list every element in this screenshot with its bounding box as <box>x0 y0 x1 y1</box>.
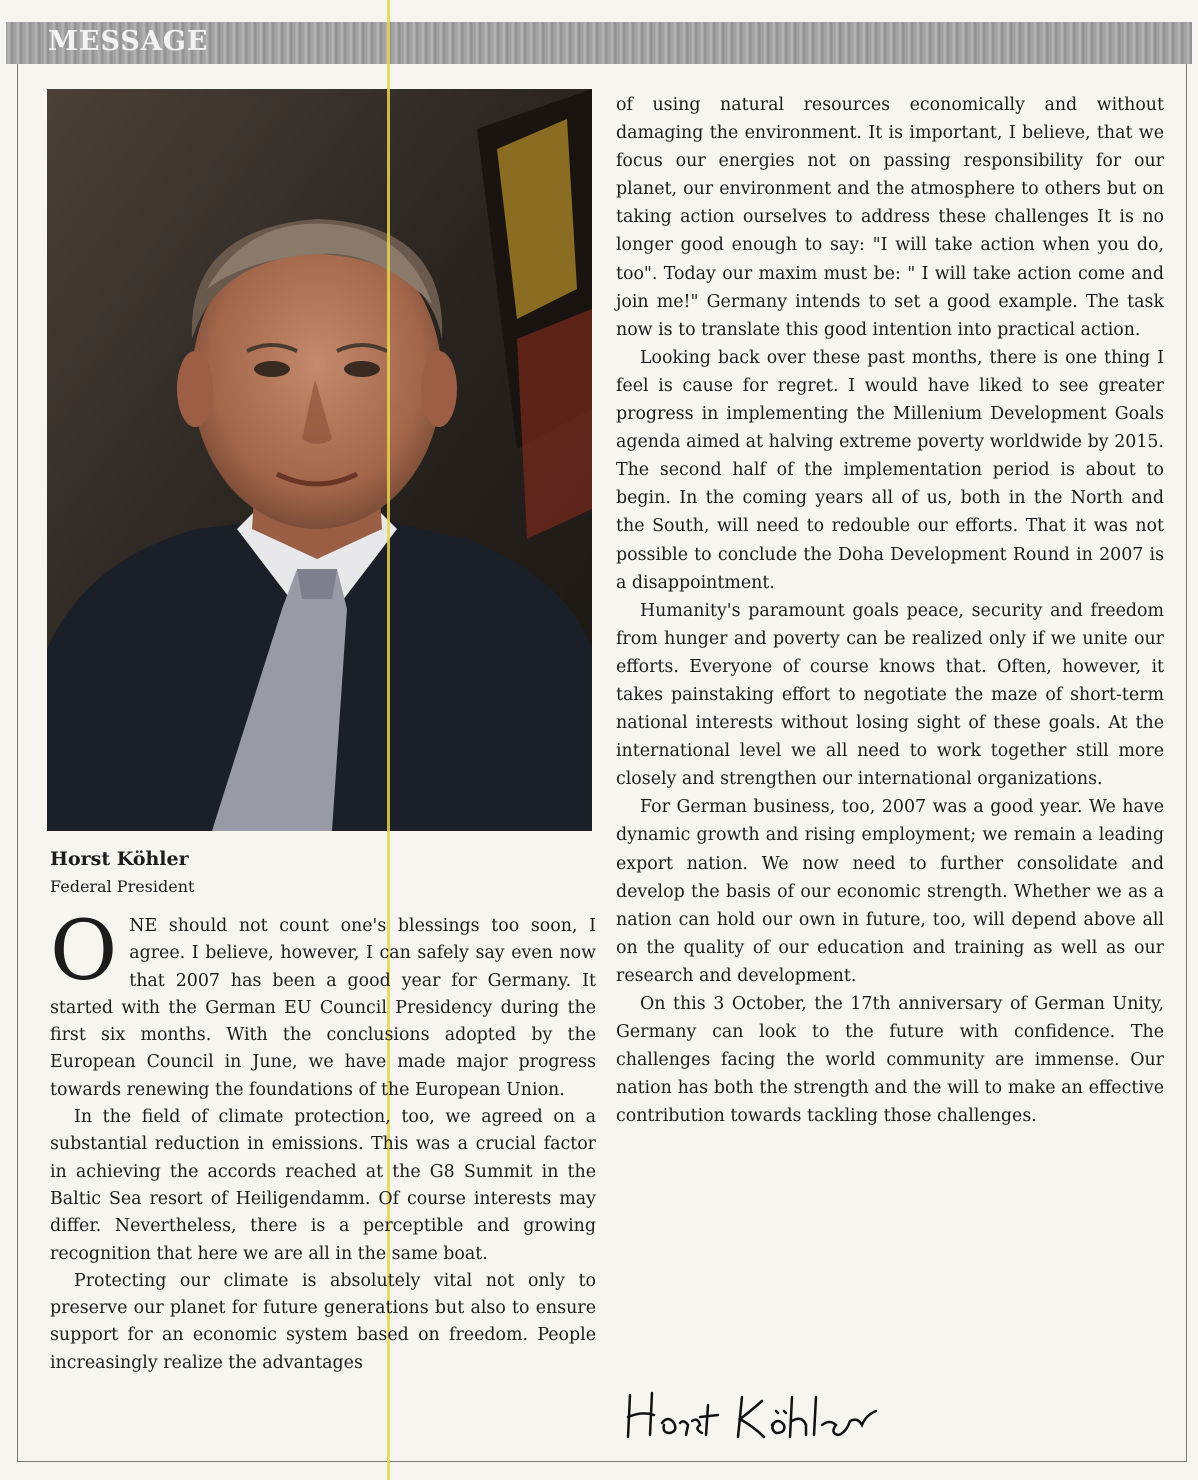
article-paragraph: Protecting our climate is absolutely vital not only to preserve our planet for future generations but also to ensure support for an economic system based on freedom. People increasingly realize the advantages <box>50 1270 596 1373</box>
portrait-photo <box>47 89 592 831</box>
article-paragraph: Looking back over these past months, there is one thing I feel is cause for regret. I would have liked to see greater progress in implementing the Millenium Development Goals agenda aimed at halving extreme poverty worldwide by 2015. The second half of the implementation period is about to begin. In the coming years all of us, both in the North and the South, will need to redouble our efforts. That it was not possible to conclude the Doha Development Round in 2007 is a disappointment. <box>616 347 1164 593</box>
article-column-right <box>616 91 1164 1130</box>
paragraph-text: NE should not count one's blessings too soon, I agree. I believe, however, I can safely say even now that 2007 has been a good year for Germany. It started with the German EU Council Presidency during the first six months. With the conclusions adopted by the European Council in June, we have made major progress towards renewing the foundations of the European Union. <box>50 916 596 1100</box>
author-title: Federal President <box>50 877 195 896</box>
article-paragraph <box>50 904 596 1104</box>
frame-border-left <box>17 64 18 1462</box>
author-name: Horst Köhler <box>50 848 189 870</box>
article-paragraph: In the field of climate protection, too, we agreed on a substantial reduction in emissions. This was a crucial factor in achieving the accords reached at the G8 Summit in the Baltic Sea resort of Heiligendamm. Of course interests may differ. Nevertheless, there is a perceptible and growing recognition that here we are all in the same boat. <box>50 1107 596 1264</box>
handwritten-signature <box>622 1375 922 1455</box>
section-title: MESSAGE <box>48 26 209 57</box>
section-header-band <box>6 22 1192 64</box>
article-paragraph: On this 3 October, the 17th anniversary of German Unity, Germany can look to the future with confidence. The challenges facing the world community are immense. Our nation has both the strength and the will to make an effective contribution towards tackling those challenges. <box>616 994 1164 1127</box>
frame-border-right <box>1186 64 1187 1462</box>
article-paragraph: Humanity's paramount goals peace, security and freedom from hunger and poverty can be realized only if we unite our efforts. Everyone of course knows that. Often, however, it takes painstaking effort to negotiate the maze of short-term national interests without losing sight of these goals. At the international level we all need to work together still more closely and strengthen our international organizations. <box>616 600 1164 790</box>
drop-cap: O <box>50 904 118 999</box>
article-paragraph: of using natural resources economically and without damaging the environment. It is important, I believe, that we focus our energies not on passing responsibility for our planet, our environment and the atmosphere to others but on taking action ourselves to address these challenges It is no longer good enough to say: "I will take action when you do, too". Today our maxim must be: " I will take action come and join me!" Germany intends to set a good example. The task now is to translate this good intention into practical action. <box>616 95 1164 340</box>
frame-border-bottom <box>17 1461 1187 1462</box>
article-column-left <box>50 904 596 1377</box>
article-paragraph: For German business, too, 2007 was a good year. We have dynamic growth and rising employment; we remain a leading export nation. We now need to further consolidate and develop the basis of our economic strength. Whether we as a nation can hold our own in future, too, will depend above all on the quality of our education and training as well as our research and development. <box>616 797 1164 986</box>
